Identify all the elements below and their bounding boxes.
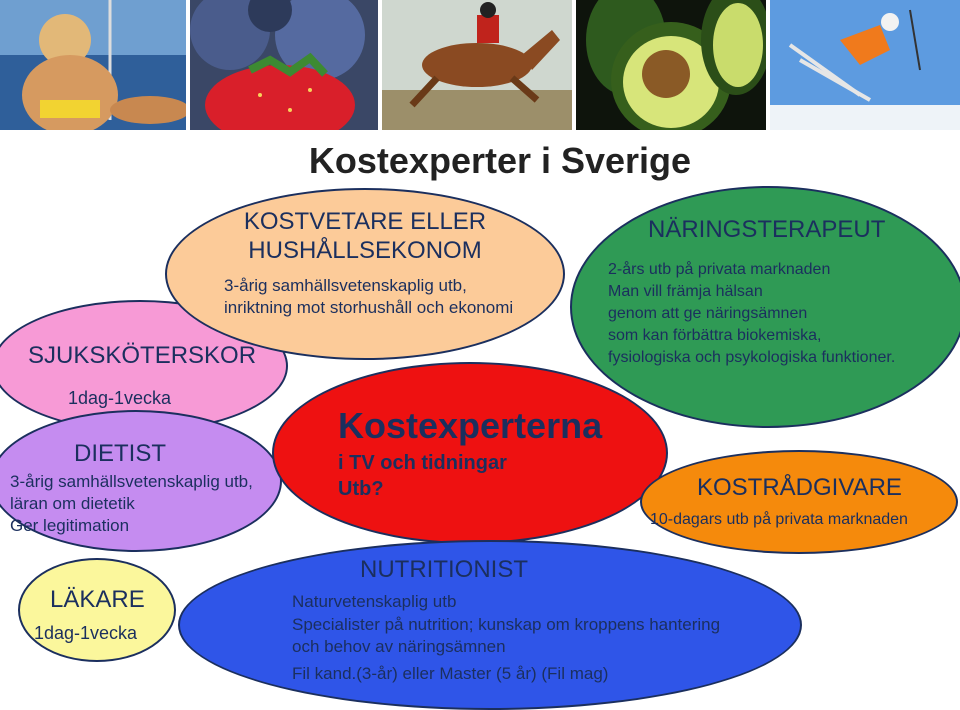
nutritionist-title: NUTRITIONIST (360, 556, 528, 583)
nutritionist-line-1: Naturvetenskaplig utb (292, 592, 457, 611)
kostvetare-line-1: 3-årig samhällsvetenskaplig utb, (224, 276, 467, 295)
dietist-line-1: 3-årig samhällsvetenskaplig utb, (10, 472, 253, 491)
nutritionist-line-4: Fil kand.(3-år) eller Master (5 år) (Fil mag) (292, 664, 609, 683)
page-title: Kostexperter i Sverige (308, 140, 692, 181)
photo-horse-jumping (382, 0, 572, 130)
photo-skier (770, 0, 960, 130)
naringsterapeut-line-5: fysiologiska och psykologiska funktioner. (608, 349, 896, 366)
dietist-title: DIETIST (74, 440, 167, 467)
photo-woman-sailing (0, 0, 186, 130)
lakare-title: LÄKARE (50, 586, 145, 613)
naringsterapeut-line-1: 2-års utb på privata marknaden (608, 261, 831, 278)
kostradgivare-ellipse (640, 450, 958, 554)
kostvetare-title-line-1: KOSTVETARE ELLER (243, 208, 487, 235)
nutritionist-line-3: och behov av näringsämnen (292, 637, 506, 656)
kostexperterna-title: Kostexperterna (338, 405, 603, 446)
photo-strip (0, 0, 960, 130)
kostvetare-title-line-2: HUSHÅLLSEKONOM (248, 237, 482, 264)
naringsterapeut-title: NÄRINGSTERAPEUT (648, 216, 886, 243)
naringsterapeut-line-4: som kan förbättra biokemiska, (608, 327, 822, 344)
sjukskoterska-duration: 1dag-1vecka (68, 388, 172, 408)
nutritionist-line-2: Specialister på nutrition; kunskap om kroppens hantering (292, 615, 721, 634)
lakare-duration: 1dag-1vecka (34, 623, 138, 643)
kostradgivare-line: 10-dagars utb på privata marknaden (650, 511, 908, 528)
dietist-line-3: Ger legitimation (10, 516, 130, 535)
kostradgivare-title: KOSTRÅDGIVARE (697, 474, 902, 501)
naringsterapeut-line-3: genom att ge näringsämnen (608, 305, 808, 322)
dietist-line-2: läran om dietetik (10, 494, 135, 513)
photo-avocado (576, 0, 766, 130)
naringsterapeut-line-2: Man vill främja hälsan (608, 283, 763, 300)
kostexperterna-line-1: i TV och tidningar (338, 452, 507, 474)
kostexperterna-line-2: Utb? (338, 478, 384, 500)
sjukskoterska-title: SJUKSKÖTERSKOR (28, 342, 257, 369)
photo-berries (190, 0, 378, 130)
kostvetare-line-2: inriktning mot storhushåll och ekonomi (224, 298, 514, 317)
